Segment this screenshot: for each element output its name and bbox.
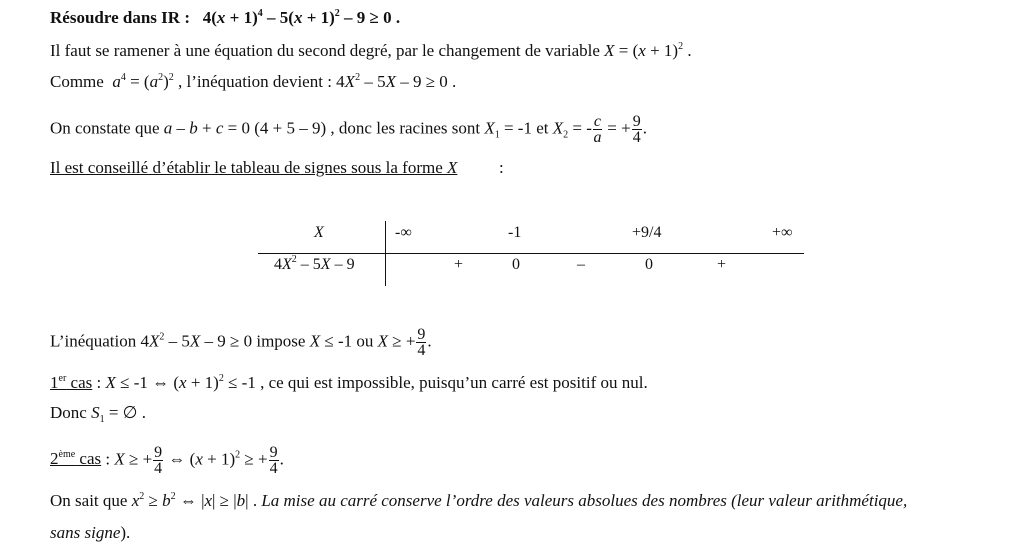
paragraph-second-case: 2ème cas : X ≥ + $\frac{9}{4}$ ⇔ $(x + 1)^2$ ≥ + $\frac{9}{4}$ . — [50, 444, 284, 477]
sign-table-point: -1 — [508, 224, 522, 241]
title-inequation: $4(x + 1)^4 - 5(x + 1)^2 - 9 \ge 0$ . — [202, 8, 401, 27]
sign-table-point: +9/4 — [632, 224, 662, 241]
sign-table-expression: $4X^2 - 5X - 9$ — [274, 254, 355, 273]
fraction-9-over-4: $\frac{9}{4}$ — [417, 326, 426, 359]
paragraph-change-of-variable: Il faut se ramener à une équation du second degré, par le changement de variable $X = (x + 1)^2$ . — [50, 41, 692, 60]
sign-table-sign: 0 — [512, 256, 520, 273]
fraction-9-over-4: $\frac{9}{4}$ — [154, 444, 163, 477]
sign-table-point: -∞ — [395, 224, 412, 241]
sign-table-sign: + — [717, 256, 727, 273]
sign-table-sign: – — [577, 256, 585, 273]
sign-table-point: +∞ — [772, 224, 793, 241]
fraction-c-over-a: $\frac{c}{a}$ — [593, 113, 602, 146]
real-set-symbol: IR — [161, 8, 181, 27]
first-case-label: 1er cas — [50, 373, 93, 392]
paragraph-absolute-values: On sait que $x^2 \ge b^2$ ⇔ |x| ≥ |b| . La mise au carré conserve l’ordre des valeurs absolues des nombres (leur valeur arithmétique, — [50, 491, 908, 510]
fraction-9-over-4: $\frac{9}{4}$ — [632, 113, 641, 146]
paragraph-without-sign: sans signe). — [50, 523, 131, 542]
paragraph-roots: On constate que a – b + c = 0 (4 + 5 – 9) , donc les racines sont $X_1 = -1$ et $X_2$ = - $\frac{c}{a}$ = + $\frac{9}{4}$ . — [50, 113, 647, 146]
title-line: Résoudre dans IR : $4(x + 1)^4 - 5(x + 1)^2 - 9 \ge 0$ . — [50, 8, 401, 27]
sign-table-sign: + — [454, 256, 464, 273]
paragraph-inequation-becomes: Comme $a^4 = (a^2)^2$ , l’inéquation devient : $4X^2 - 5X - 9 \ge 0$ . — [50, 72, 457, 91]
fraction-9-over-4: $\frac{9}{4}$ — [269, 444, 278, 477]
paragraph-sign-table-advice: Il est conseillé d’établir le tableau de signes sous la forme X — [50, 158, 458, 177]
paragraph-inequation-imposes: L’inéquation $4X^2 - 5X - 9 \ge 0$ impose X ≤ -1 ou X ≥ + $\frac{9}{4}$ . — [50, 326, 432, 359]
title-label: Résoudre dans — [50, 8, 162, 27]
paragraph-s1-empty: Donc $S_1$ = ∅ . — [50, 403, 146, 425]
sign-table-sign: 0 — [645, 256, 653, 273]
paragraph-first-case: 1er cas : X ≤ -1 ⇔ $(x + 1)^2 \le -1$ , ce qui est impossible, puisqu’un carré est positif ou nul. — [50, 373, 648, 392]
sign-table-variable: X — [314, 224, 324, 241]
second-case-label: 2ème cas — [50, 449, 102, 469]
sign-table-horizontal-rule — [258, 253, 804, 254]
